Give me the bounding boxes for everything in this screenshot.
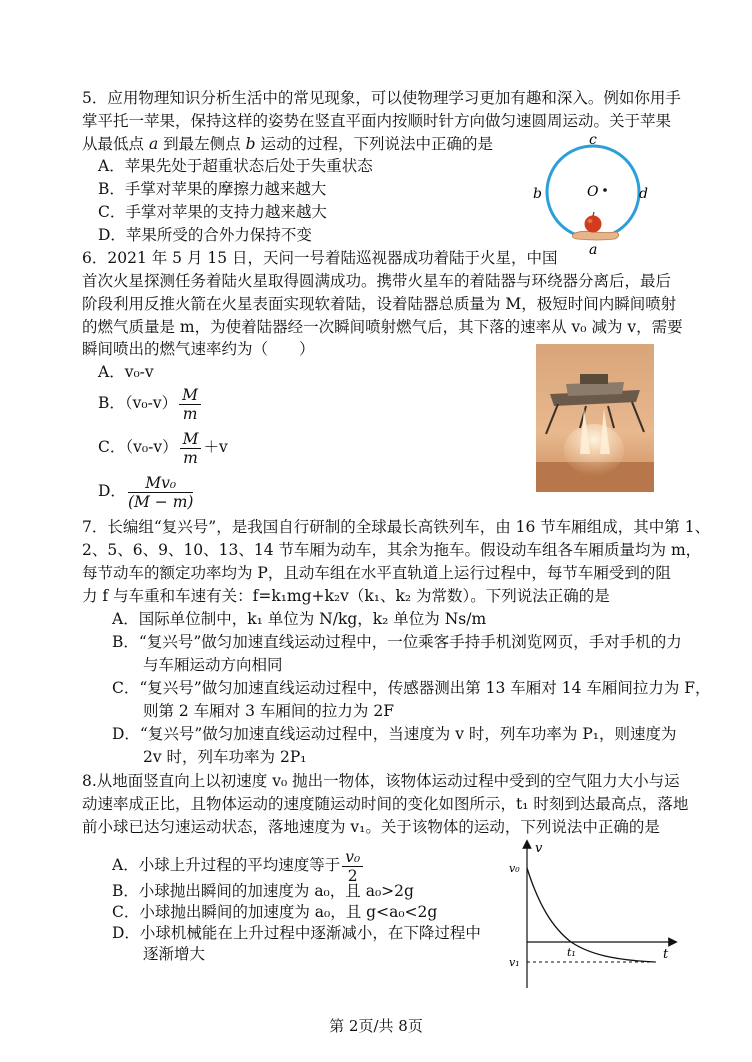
mars-lander-image [536,344,654,492]
q5-option-d: D．苹果所受的合外力保持不变 [98,226,312,244]
fraction-m-over-m: $\frac{M}{m}$ [179,386,201,423]
q8-option-d-line-2: 逐渐增大 [143,945,206,963]
q6-option-d: D． $\frac{\text{Mv₀}}{(M - m)}$ [98,473,194,511]
q6-stem-line-2: 首次火星探测任务着陆火星取得圆满成功。携带火星车的着陆器与环绕器分离后，最后 [82,272,672,290]
q6-option-b: B．（v₀-v） $\frac{M}{m}$ [98,384,203,423]
q7-option-c-line-1: C．“复兴号”做匀加速直线运动过程中，传感器测出第 13 车厢对 14 车厢间拉力为 F， [112,679,711,697]
q8-stem-line-2: 动速率成正比，且物体运动的速度随运动时间的变化如图所示，t₁ 时刻到达最高点，落地 [82,795,689,813]
v0-label: v₀ [509,862,520,875]
q8-option-b: B．小球抛出瞬间的加速度为 a₀，且 a₀>2g [112,882,414,900]
velocity-curve [527,868,655,962]
fraction-v0-over-2: $\frac{\text{v₀}}{2}$ [342,848,363,885]
q7-option-a: A．国际单位制中，k₁ 单位为 N/kg，k₂ 单位为 Ns/m [112,610,487,628]
q6-option-c: C．（v₀-v） $\frac{M}{m}$ ＋v [98,429,228,467]
label-b: b [533,186,542,202]
q6-stem-line-1: 6．2021 年 5 月 15 日，天问一号着陆巡视器成功着陆于火星，中国 [82,249,558,267]
q7-stem-line-1: 7．长编组“复兴号”，是我国自行研制的全球最长高铁列车，由 16 节车厢组成，其中第 1、 [82,518,711,536]
q8-option-a: A．小球上升过程的平均速度等于 $\frac{\text{v₀}}{2}$ [112,846,365,885]
velocity-time-graph [505,838,680,998]
q7-option-d-line-1: D．“复兴号”做匀加速直线运动过程中，当速度为 v 时，列车功率为 P₁，则速度为 [112,725,677,743]
q5-option-a: A．苹果先处于超重状态后处于失重状态 [98,157,373,175]
q7-stem-line-3: 每节动车的额定功率均为 P，且动车组在水平直轨道上运行过程中，每节车厢受到的阻 [82,564,671,582]
axis-v-label: v [535,841,543,856]
circular-motion-figure [525,128,665,258]
q8-stem-line-1: 8.从地面竖直向上以初速度 v₀ 抛出一物体，该物体运动过程中受到的空气阻力大小与运 [82,772,680,790]
label-a: a [589,242,598,258]
label-o: O [587,184,599,200]
fraction-m-over-m: $\frac{M}{m}$ [180,430,202,467]
q7-option-d-line-2: 2v 时，列车功率为 2P₁ [143,748,307,766]
axis-t-label: t [663,947,669,962]
q6-stem-line-5: 瞬间喷出的燃气速率约为（ ） [82,340,315,358]
q5-stem-line-3: 从最低点 a 到最左侧点 b 运动的过程，下列说法中正确的是 [82,135,493,153]
q8-option-d-line-1: D．小球机械能在上升过程中逐渐减小，在下降过程中 [112,924,481,942]
q6-option-a: A．v₀-v [98,363,154,381]
label-c: c [589,132,597,148]
q5-option-b: B．手掌对苹果的摩擦力越来越大 [98,180,327,198]
q7-stem-line-4: 力 f 与车重和车速有关：f=k₁mg+k₂v（k₁、k₂ 为常数）。下列说法正确的是 [82,587,610,605]
page-number: 第 2页/共 8页 [329,1017,423,1035]
hand-icon [573,231,619,240]
label-d: d [639,186,648,202]
q5-option-c: C．手掌对苹果的支持力越来越大 [98,203,327,221]
q6-stem-line-3: 阶段利用反推火箭在火星表面实现软着陆，设着陆器总质量为 M，极短时间内瞬间喷射 [82,295,677,313]
q5-stem-line-2: 掌平托一苹果，保持这样的姿势在竖直平面内按顺时针方向做匀速圆周运动。关于苹果 [82,112,672,130]
q7-option-b-line-2: 与车厢运动方向相同 [143,656,283,674]
q7-stem-line-2: 2、5、6、9、10、13、14 节车厢为动车，其余为拖车。假设动车组各车厢质量均为 m， [82,541,702,559]
fraction-mv0-over-m-minus-m: $\frac{\text{Mv₀}}{(M - m)}$ [127,473,194,511]
center-dot [603,188,607,192]
q7-option-c-line-2: 则第 2 车厢对 3 车厢间的拉力为 2F [143,702,394,720]
apple-icon [585,216,602,233]
t1-label: t₁ [567,946,576,959]
q8-stem-line-3: 前小球已达匀速运动状态，落地速度为 v₁。关于该物体的运动，下列说法中正确的是 [82,818,660,836]
v1-label: v₁ [509,956,520,969]
q5-stem-line-1: 5．应用物理知识分析生活中的常见现象，可以使物理学习更加有趣和深入。例如你用手 [82,89,681,107]
q6-stem-line-4: 的燃气质量是 m，为使着陆器经一次瞬间喷射燃气后，其下落的速率从 v₀ 减为 v，需要 [82,318,683,336]
q8-option-c: C．小球抛出瞬间的加速度为 a₀，且 g<a₀<2g [112,903,438,921]
q7-option-b-line-1: B．“复兴号”做匀加速直线运动过程中，一位乘客手持手机浏览网页，手对手机的力 [112,633,682,651]
